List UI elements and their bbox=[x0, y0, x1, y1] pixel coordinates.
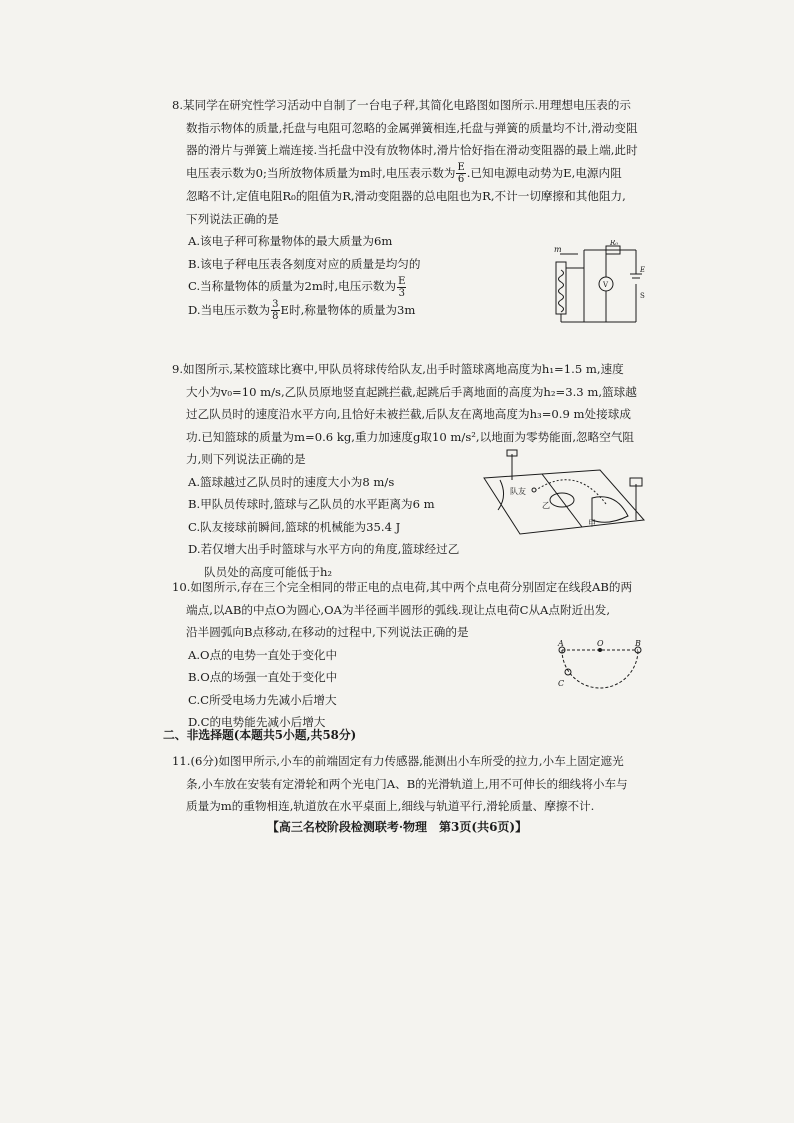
q11-stem-line: 11.(6分)如图甲所示,小车的前端固定有力传感器,能测出小车所受的拉力,小车上固定遮光 bbox=[172, 754, 624, 768]
q8-fraction bbox=[271, 299, 279, 322]
q8-stem-line: 8.某同学在研究性学习活动中自制了一台电子秤,其简化电路图如图所示.用理想电压表的示 bbox=[172, 98, 631, 112]
fig-label-o: O bbox=[597, 639, 604, 648]
q9-stem-line: 9.如图所示,某校篮球比赛中,甲队员将球传给队友,出手时篮球离地高度为h₁=1.5 m,速度 bbox=[172, 362, 624, 376]
section-heading: 二、非选择题(本题共5小题,共58分) bbox=[163, 728, 357, 742]
q9-stem-line: 力,则下列说法正确的是 bbox=[186, 452, 306, 466]
fraction-denominator: 6 bbox=[457, 174, 465, 185]
q8-option-a[interactable]: A.该电子秤可称量物体的最大质量为6m bbox=[188, 234, 393, 248]
q9-option-a[interactable]: A.篮球越过乙队员时的速度大小为8 m/s bbox=[188, 474, 395, 489]
fig-label-a: A bbox=[558, 639, 564, 648]
fig-label-m: m bbox=[554, 245, 562, 254]
option-text: D.当电压示数为 bbox=[188, 302, 271, 317]
q8-stem-line: 数指示物体的质量,托盘与电阻可忽略的金属弹簧相连,托盘与弹簧的质量均不计,滑动变阻 bbox=[186, 120, 638, 135]
q9-stem-line: 功.已知篮球的质量为m=0.6 kg,重力加速度g取10 m/s²,以地面为零势能面,忽略空气阻 bbox=[186, 429, 635, 444]
q8-fraction bbox=[456, 162, 465, 185]
q8-stem-line: 忽略不计,定值电阻R₀的阻值为R,滑动变阻器的总电阻也为R,不计一切摩擦和其他阻力, bbox=[186, 189, 626, 203]
q8-circuit-figure bbox=[548, 240, 648, 330]
fraction-numerator: E bbox=[398, 275, 406, 287]
q9-option-c[interactable]: C.队友接球前瞬间,篮球的机械能为35.4 J bbox=[188, 519, 401, 534]
q10-stem-line: 沿半圆弧向B点移动,在移动的过程中,下列说法正确的是 bbox=[186, 625, 469, 639]
fig-label-friend: 队友 bbox=[510, 487, 526, 496]
q10-option-c[interactable]: C.C所受电场力先减小后增大 bbox=[188, 692, 337, 707]
q9-option-d[interactable]: D.若仅增大出手时篮球与水平方向的角度,篮球经过乙 bbox=[188, 542, 460, 556]
q11-stem-line: 质量为m的重物相连,轨道放在水平桌面上,细线与轨道平行,滑轮质量、摩擦不计. bbox=[186, 799, 595, 813]
fraction-numerator: E bbox=[457, 162, 465, 173]
fig-label-r0: R₀ bbox=[610, 240, 619, 247]
fig-label-v: V bbox=[603, 281, 609, 289]
q11-stem-line: 条,小车放在安装有定滑轮和两个光电门A、B的光滑轨道上,用不可伸长的细线将小车与 bbox=[186, 776, 628, 791]
q8-fraction bbox=[397, 276, 406, 299]
q8-stem-text: .已知电源电动势为E,电源内阻 bbox=[466, 165, 622, 180]
option-text: E时,称量物体的质量为3m bbox=[280, 302, 416, 317]
fig-label-jia: 甲 bbox=[588, 519, 596, 528]
q10-option-d[interactable]: D.C的电势能先减小后增大 bbox=[188, 715, 326, 729]
option-text: C.当称量物体的质量为2m时,电压示数为 bbox=[188, 279, 397, 293]
fig-label-s: S bbox=[640, 292, 645, 300]
q10-option-a[interactable]: A.O点的电势一直处于变化中 bbox=[188, 647, 338, 662]
fig-label-c: C bbox=[558, 679, 565, 688]
page-footer: 【高三名校阶段检测联考·物理 第3页(共6页)】 bbox=[266, 820, 528, 834]
q9-option-d-cont: 队员处的高度可能低于h₂ bbox=[204, 564, 333, 579]
q9-stem-line: 过乙队员时的速度沿水平方向,且恰好未被拦截,后队友在离地高度为h₃=0.9 m处接球成 bbox=[186, 407, 631, 421]
q10-stem-line: 端点,以AB的中点O为圆心,OA为半径画半圆形的弧线.现让点电荷C从A点附近出发, bbox=[186, 602, 611, 617]
q8-option-b[interactable]: B.该电子秤电压表各刻度对应的质量是均匀的 bbox=[188, 256, 421, 271]
fraction-denominator: 8 bbox=[272, 311, 279, 322]
q8-stem-line: 器的滑片与弹簧上端连接.当托盘中没有放物体时,滑片恰好指在滑动变阻器的最上端,此时 bbox=[186, 143, 638, 157]
question-11 bbox=[172, 750, 642, 818]
fig-label-b: B bbox=[635, 639, 641, 648]
q8-stem-line: 下列说法正确的是 bbox=[186, 211, 279, 226]
q9-option-b[interactable]: B.甲队员传球时,篮球与乙队员的水平距离为6 m bbox=[188, 497, 435, 511]
fraction-numerator: 3 bbox=[272, 299, 279, 310]
fig-label-e: E bbox=[640, 266, 646, 274]
q10-option-b[interactable]: B.O点的场强一直处于变化中 bbox=[188, 670, 338, 684]
q10-semicircle-figure bbox=[552, 636, 648, 694]
q10-stem-line: 10.如图所示,存在三个完全相同的带正电的点电荷,其中两个点电荷分别固定在线段AB的两 bbox=[172, 580, 633, 594]
q9-court-figure bbox=[480, 448, 648, 540]
q8-stem-line bbox=[172, 162, 642, 186]
fig-label-yi: 乙 bbox=[542, 501, 550, 510]
q8-stem-text: 电压表示数为0;当所放物体质量为m时,电压表示数为 bbox=[186, 165, 456, 180]
fraction-denominator: 3 bbox=[398, 287, 405, 299]
q9-stem-line: 大小为v₀=10 m/s,乙队员原地竖直起跳拦截,起跳后手离地面的高度为h₂=3.3 m,篮球越 bbox=[186, 384, 637, 399]
